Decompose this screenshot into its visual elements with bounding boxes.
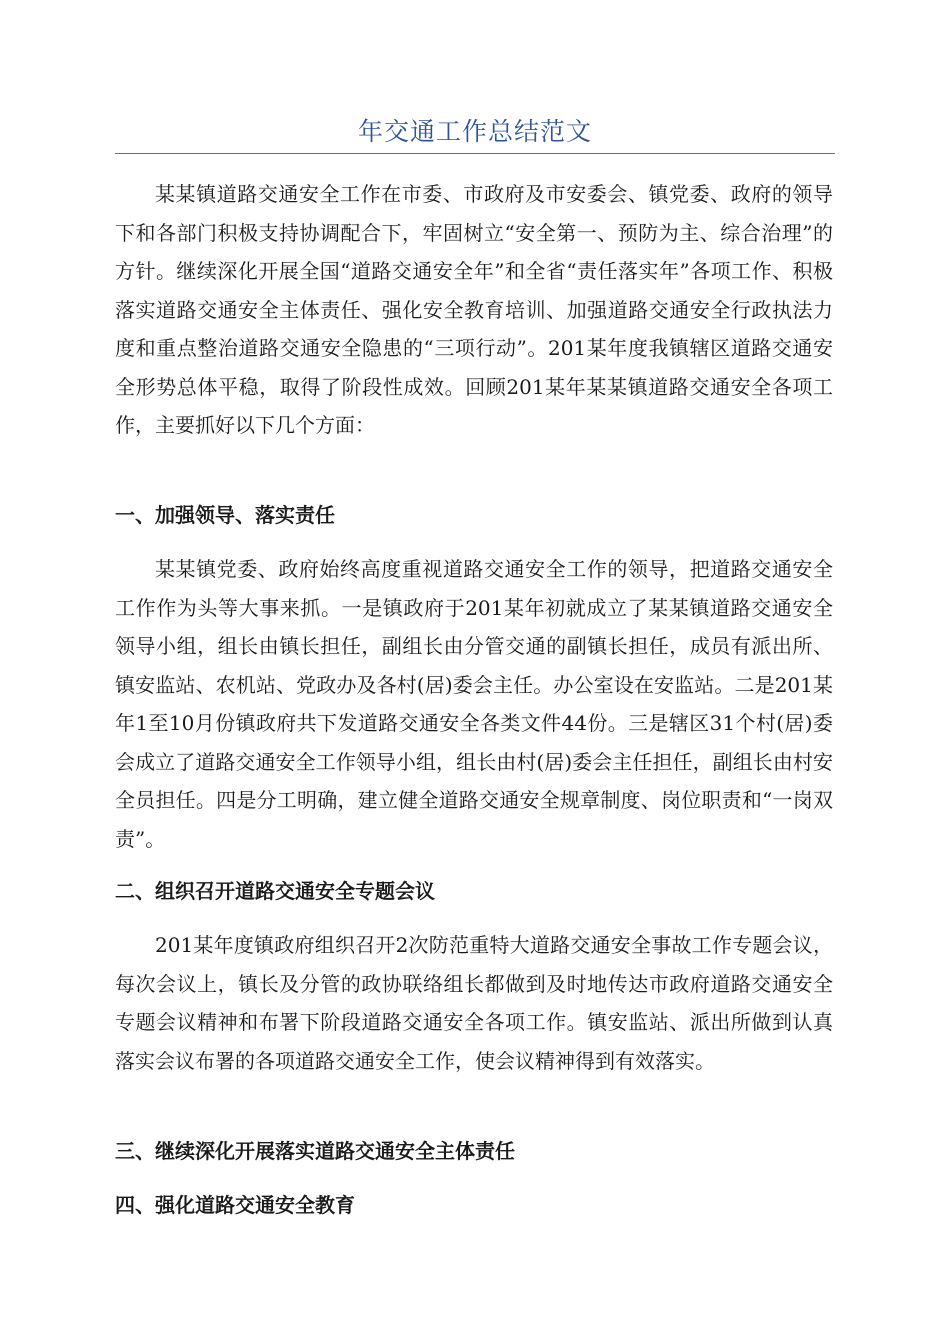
section-heading-3: 三、继续深化开展落实道路交通安全主体责任 [115, 1139, 515, 1163]
body-paragraph-section-2: 201某年度镇政府组织召开2次防范重特大道路交通安全事故工作专题会议，每次会议上，镇长及分管的政协联络组长都做到及时地传达市政府道路交通安全专题会议精神和布署下阶段道路交通安全各项工作。镇安监站、派出所做到认真落实会议布署的各项道路交通安全工作，使会议精神得到有效落实。 [115, 933, 833, 1073]
section-heading-4: 四、强化道路交通安全教育 [115, 1193, 355, 1217]
body-paragraph-section-1: 某某镇党委、政府始终高度重视道路交通安全工作的领导，把道路交通安全工作作为头等大事来抓。一是镇政府于201某年初就成立了某某镇道路交通安全领导小组，组长由镇长担任，副组长由分管交通的副镇长担任，成员有派出所、镇安监站、农机站、党政办及各村(居)委会主任。办公室设在安监站。二是201某年1至10月份镇政府共下发道路交通安全各类文件44份。三是辖区31个村(居)委会成立了道路交通安全工作领导小组，组长由村(居)委会主任担任，副组长由村安全员担任。四是分工明确，建立健全道路交通安全规章制度、岗位职责和“一岗双责”。 [115, 557, 833, 851]
title-underline [115, 153, 835, 154]
document-title: 年交通工作总结范文 [357, 117, 592, 146]
body-paragraph-intro: 某某镇道路交通安全工作在市委、市政府及市安委会、镇党委、政府的领导下和各部门积极支持协调配合下，牢固树立“安全第一、预防为主、综合治理”的方针。继续深化开展全国“道路交通安全年”和全省“责任落实年”各项工作、积极落实道路交通安全主体责任、强化安全教育培训、加强道路交通安全行政执法力度和重点整治道路交通安全隐患的“三项行动”。201某年度我镇辖区道路交通安全形势总体平稳，取得了阶段性成效。回顾201某年某某镇道路交通安全各项工作，主要抓好以下几个方面： [115, 182, 833, 437]
section-heading-1: 一、加强领导、落实责任 [115, 503, 335, 527]
section-heading-2: 二、组织召开道路交通安全专题会议 [115, 879, 435, 903]
